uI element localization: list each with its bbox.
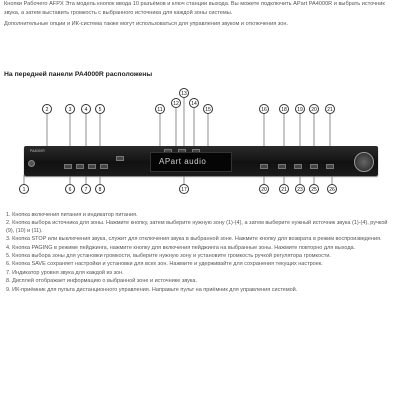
device-front-panel xyxy=(24,146,378,176)
callout-17: 17 xyxy=(179,184,189,194)
callout-16: 16 xyxy=(259,104,269,114)
callout-11: 11 xyxy=(155,104,165,114)
callout-12: 12 xyxy=(171,98,181,108)
power-button[interactable] xyxy=(28,160,35,167)
callout-2: 2 xyxy=(42,104,52,114)
save-button[interactable] xyxy=(116,156,124,161)
list-item: 3. Кнопка STOP или выключения звука, служит для отключения звука в выбранной зоне. Нажмите кнопку для возврата в режим воспроизведения. xyxy=(6,236,382,243)
paging-button[interactable] xyxy=(88,164,96,169)
front-display xyxy=(150,152,232,172)
callout-19: 19 xyxy=(295,104,305,114)
zone-select-button[interactable] xyxy=(64,164,72,169)
list-item: 7. Индикатор уровня звука для каждой из зон. xyxy=(6,269,124,276)
list-item: 5. Кнопка выбора зоны для установки громкости, выберите нужную зону и установите громкость ручкой регулятора громкости. xyxy=(6,253,331,260)
callout-6: 6 xyxy=(65,184,75,194)
zone-button-3[interactable] xyxy=(294,164,302,169)
intro-paragraph-2: Дополнительные опции и ИК-система также могут использоваться для управления звуком и отключения зон. xyxy=(4,21,289,28)
volume-zone-button[interactable] xyxy=(100,164,108,169)
zone-button-5[interactable] xyxy=(326,164,334,169)
feature-list xyxy=(6,212,394,295)
callout-21: 21 xyxy=(325,104,335,114)
list-item: 9. ИК-приёмник для пульта дистанционного управления. Направьте пульт на приёмник для управления системой. xyxy=(6,286,298,293)
callout-b-25: 25 xyxy=(309,184,319,194)
callout-b-20: 20 xyxy=(259,184,269,194)
callout-15: 15 xyxy=(203,104,213,114)
volume-knob[interactable] xyxy=(354,152,374,172)
list-item: 4. Кнопка PAGING в режиме пейджинга, нажмите кнопку для включения пейджинга на выбранные зоны. Нажмите повторно для выхода. xyxy=(6,244,356,251)
list-item: 8. Дисплей отображает информацию о выбранной зоне и источнике звука. xyxy=(6,278,198,285)
callout-18: 18 xyxy=(279,104,289,114)
callout-1: 1 xyxy=(19,184,29,194)
callout-b-26: 26 xyxy=(327,184,337,194)
display-text: APart audio xyxy=(159,157,207,166)
callout-20: 20 xyxy=(309,104,319,114)
section-heading: На передней панели PA4000R расположены xyxy=(4,71,153,78)
zone-button-2[interactable] xyxy=(278,164,286,169)
zone-button-4[interactable] xyxy=(310,164,318,169)
callout-b-21: 21 xyxy=(279,184,289,194)
device-model-label: PA4000R xyxy=(30,149,45,153)
list-item: 2. Кнопка выбора источника для зоны. Нажмите кнопку, затем выберите нужную зону (1)-(4), а затем выберите нужный источник звука (1)-(4), ручкой (9), (10) и (11). xyxy=(6,220,388,234)
callout-5: 5 xyxy=(95,104,105,114)
callout-4: 4 xyxy=(81,104,91,114)
callout-8: 8 xyxy=(95,184,105,194)
list-item: 1. Кнопка включения питания и индикатор питания. xyxy=(6,212,138,218)
callout-b-23: 23 xyxy=(295,184,305,194)
list-item: 6. Кнопка SAVE сохраняет настройки и установки для всех зон. Нажмите и удерживайте для сохранения текущих настроек. xyxy=(6,261,323,268)
callout-3: 3 xyxy=(65,104,75,114)
intro-paragraph-1: Кнопки Рабочего AFPX Эта модель кнопок ввода 10 разъёмов и ключ станции выхода. Вы можете подключить APart PA4000R и выбрать источник звука, а затем выставить громкость с выбранного источника для каждой зоны системы. xyxy=(4,1,385,16)
zone-button-1[interactable] xyxy=(260,164,268,169)
stop-button[interactable] xyxy=(76,164,84,169)
callout-14: 14 xyxy=(189,98,199,108)
callout-13: 13 xyxy=(179,88,189,98)
callout-7: 7 xyxy=(81,184,91,194)
